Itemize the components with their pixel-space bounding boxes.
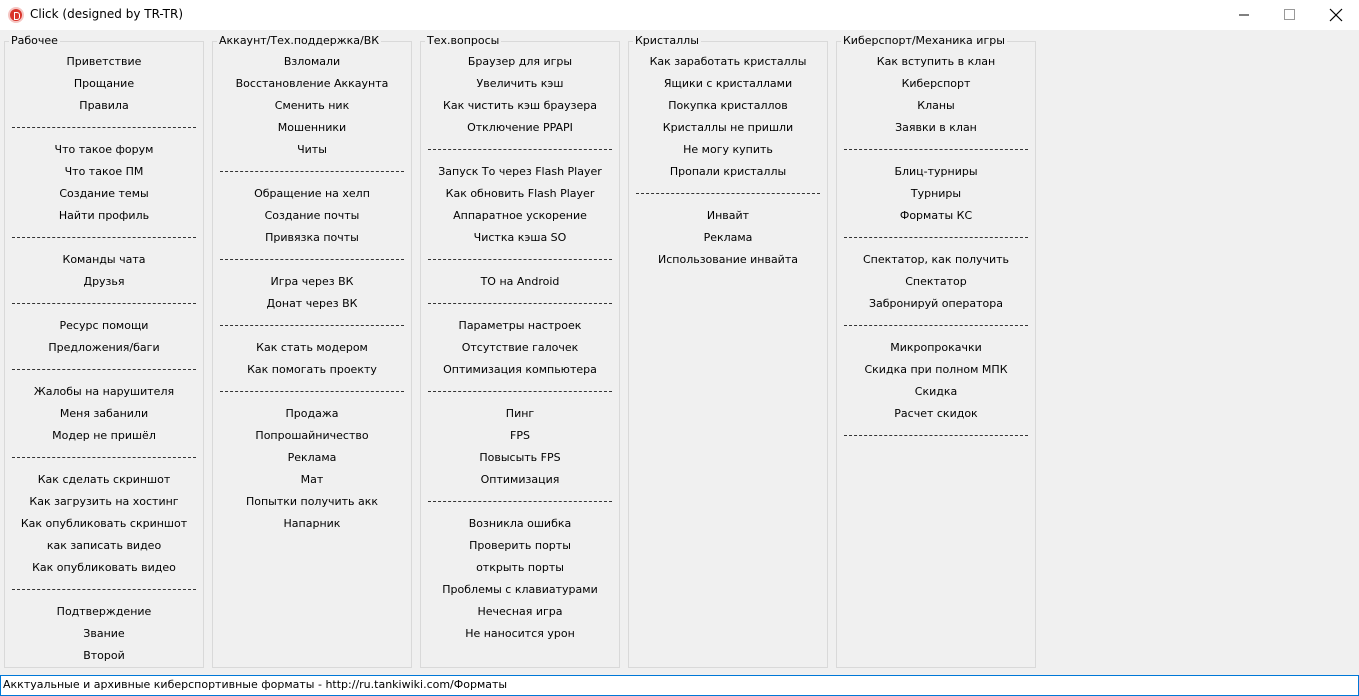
menu-button[interactable]: Найти профиль: [58, 209, 150, 222]
menu-button[interactable]: Читы: [297, 143, 327, 156]
separator: [220, 325, 404, 326]
separator: [12, 127, 196, 128]
separator: [428, 303, 612, 304]
menu-button[interactable]: Предложения/баги: [48, 341, 160, 354]
separator: [220, 259, 404, 260]
menu-button[interactable]: Спектатор: [905, 275, 967, 288]
menu-button[interactable]: Отключение PPAPI: [467, 121, 573, 134]
menu-button[interactable]: Не наносится урон: [465, 627, 575, 640]
menu-button[interactable]: Продажа: [285, 407, 339, 420]
menu-button[interactable]: Как сделать скриншот: [37, 473, 171, 486]
close-icon: [1329, 8, 1343, 22]
separator: [12, 237, 196, 238]
group-rabochee: [4, 34, 204, 668]
menu-button[interactable]: Киберспорт: [901, 77, 971, 90]
menu-button[interactable]: Как чистить кэш браузера: [443, 99, 597, 112]
menu-button[interactable]: FPS: [510, 429, 530, 442]
menu-button[interactable]: Команды чата: [62, 253, 146, 266]
menu-button[interactable]: Забронируй оператора: [868, 297, 1004, 310]
menu-button[interactable]: Попрошайничество: [255, 429, 369, 442]
separator: [220, 391, 404, 392]
menu-button[interactable]: Скидка при полном МПК: [864, 363, 1008, 376]
minimize-button[interactable]: [1221, 0, 1267, 30]
separator: [428, 149, 612, 150]
close-button[interactable]: [1313, 0, 1359, 30]
menu-button[interactable]: Пинг: [505, 407, 535, 420]
separator: [12, 589, 196, 590]
menu-button[interactable]: Звание: [83, 627, 125, 640]
menu-button[interactable]: Ресурс помощи: [59, 319, 149, 332]
group-title: Тех.вопросы: [427, 34, 500, 47]
menu-button[interactable]: Спектатор, как получить: [862, 253, 1010, 266]
menu-button[interactable]: Расчет скидок: [894, 407, 978, 420]
menu-button[interactable]: Что такое форум: [54, 143, 154, 156]
menu-button[interactable]: Скидка: [914, 385, 958, 398]
menu-button[interactable]: Кристаллы не пришли: [662, 121, 794, 134]
menu-button[interactable]: Как заработать кристаллы: [649, 55, 807, 68]
maximize-button[interactable]: [1267, 0, 1313, 30]
app-logo-icon: [8, 7, 24, 23]
group-title: Рабочее: [11, 34, 58, 47]
menu-button[interactable]: Оптимизация: [480, 473, 560, 486]
menu-button[interactable]: Запуск То через Flash Player: [438, 165, 602, 178]
menu-button[interactable]: Попытки получить акк: [245, 495, 379, 508]
separator: [844, 237, 1028, 238]
menu-button[interactable]: Как опубликовать скриншот: [20, 517, 188, 530]
menu-button[interactable]: Покупка кристаллов: [668, 99, 788, 112]
menu-button[interactable]: Как помогать проекту: [247, 363, 377, 376]
group-tech-questions: [420, 34, 620, 668]
menu-button[interactable]: Микропрокачки: [890, 341, 982, 354]
group-esports-mechanics: [836, 34, 1036, 668]
menu-button[interactable]: Второй: [83, 649, 125, 662]
menu-button[interactable]: Создание темы: [59, 187, 149, 200]
menu-button[interactable]: Отсутствие галочек: [461, 341, 579, 354]
separator: [220, 171, 404, 172]
menu-button[interactable]: Привязка почты: [265, 231, 359, 244]
title-bar: [0, 0, 1359, 30]
menu-button[interactable]: Приветствие: [66, 55, 142, 68]
menu-button[interactable]: Заявки в клан: [895, 121, 977, 134]
menu-button[interactable]: Турниры: [910, 187, 962, 200]
menu-button[interactable]: Модер не пришёл: [52, 429, 156, 442]
menu-button[interactable]: Инвайт: [706, 209, 750, 222]
menu-button[interactable]: Меня забанили: [59, 407, 149, 420]
menu-button[interactable]: Напарник: [283, 517, 341, 530]
menu-button[interactable]: Реклама: [703, 231, 753, 244]
separator: [844, 325, 1028, 326]
menu-button[interactable]: Друзья: [83, 275, 125, 288]
menu-button[interactable]: Нечесная игра: [477, 605, 563, 618]
menu-button[interactable]: Мошенники: [277, 121, 347, 134]
separator: [12, 457, 196, 458]
menu-button[interactable]: Как обновить Flash Player: [445, 187, 595, 200]
menu-button[interactable]: Что такое ПМ: [64, 165, 144, 178]
maximize-icon: [1283, 8, 1297, 22]
menu-button[interactable]: Правила: [79, 99, 129, 112]
menu-button[interactable]: Оптимизация компьютера: [443, 363, 597, 376]
menu-button[interactable]: Увеличить кэш: [476, 77, 564, 90]
menu-button[interactable]: ТО на Android: [480, 275, 560, 288]
group-title: Киберспорт/Механика игры: [843, 34, 1005, 47]
minimize-icon: [1237, 8, 1251, 22]
menu-button[interactable]: Сменить ник: [274, 99, 350, 112]
menu-button[interactable]: Обращение на хелп: [254, 187, 370, 200]
menu-button[interactable]: Как загрузить на хостинг: [29, 495, 179, 508]
separator: [12, 303, 196, 304]
menu-button[interactable]: Ящики с кристаллами: [663, 77, 793, 90]
menu-button[interactable]: Создание почты: [264, 209, 360, 222]
menu-button[interactable]: Игра через ВК: [270, 275, 354, 288]
status-text: Акктуальные и архивные киберспортивные форматы - http://ru.tankiwiki.com/Форматы: [3, 678, 508, 691]
group-title: Кристаллы: [635, 34, 699, 47]
menu-button[interactable]: Использование инвайта: [658, 253, 798, 266]
menu-button[interactable]: Не могу купить: [683, 143, 773, 156]
status-text-field[interactable]: [0, 675, 1359, 696]
menu-button[interactable]: Взломали: [283, 55, 341, 68]
menu-button[interactable]: Форматы КС: [899, 209, 973, 222]
menu-button[interactable]: Восстановление Аккаунта: [235, 77, 389, 90]
menu-button[interactable]: Донат через ВК: [266, 297, 358, 310]
menu-button[interactable]: Подтверждение: [56, 605, 152, 618]
separator: [844, 149, 1028, 150]
menu-button[interactable]: Блиц-турниры: [894, 165, 978, 178]
separator: [636, 193, 820, 194]
separator: [428, 391, 612, 392]
separator: [844, 435, 1028, 436]
menu-button[interactable]: открыть порты: [476, 561, 564, 574]
menu-button[interactable]: Браузер для игры: [467, 55, 573, 68]
group-account-support: [212, 34, 412, 668]
menu-button[interactable]: Повысыть FPS: [479, 451, 561, 464]
menu-button[interactable]: Как опубликовать видео: [32, 561, 176, 574]
group-title: Аккаунт/Тех.поддержка/ВК: [219, 34, 380, 47]
separator: [428, 501, 612, 502]
menu-button[interactable]: как записать видео: [46, 539, 162, 552]
menu-button[interactable]: Кланы: [917, 99, 955, 112]
menu-button[interactable]: Возникла ошибка: [468, 517, 572, 530]
menu-button[interactable]: Мат: [300, 473, 324, 486]
menu-button[interactable]: Параметры настроек: [458, 319, 582, 332]
menu-button[interactable]: Жалобы на нарушителя: [33, 385, 175, 398]
menu-button[interactable]: Прощание: [73, 77, 135, 90]
window-title: Click (designed by TR-TR): [30, 7, 184, 21]
menu-button[interactable]: Как вступить в клан: [876, 55, 996, 68]
group-crystals: [628, 34, 828, 668]
menu-button[interactable]: Проблемы с клавиатурами: [442, 583, 598, 596]
menu-button[interactable]: Как стать модером: [256, 341, 368, 354]
menu-button[interactable]: Реклама: [287, 451, 337, 464]
menu-button[interactable]: Аппаратное ускорение: [453, 209, 587, 222]
menu-button[interactable]: Проверить порты: [469, 539, 571, 552]
menu-button[interactable]: Пропали кристаллы: [669, 165, 787, 178]
separator: [12, 369, 196, 370]
separator: [428, 259, 612, 260]
menu-button[interactable]: Чистка кэша SO: [473, 231, 567, 244]
